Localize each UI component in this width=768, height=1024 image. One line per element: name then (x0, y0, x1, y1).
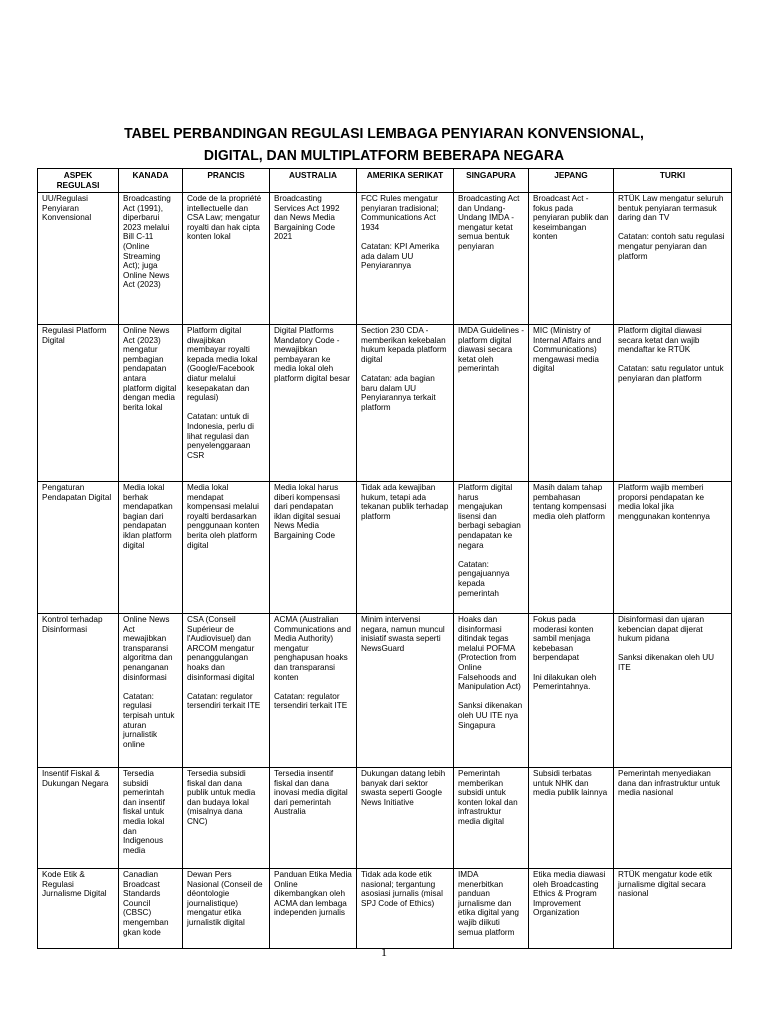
table-cell: Media lokal mendapat kompensasi melalui royalti berdasarkan penggunaan konten berita oleh platform digital (183, 482, 270, 614)
title-line-1: TABEL PERBANDINGAN REGULASI LEMBAGA PENYIARAN KONVENSIONAL, (124, 125, 644, 142)
table-cell: Media lokal berhak mendapatkan bagian dari pendapatan iklan platform digital (119, 482, 183, 614)
table-cell: Tersedia insentif fiskal dan dana inovasi media digital dari pemerintah Australia (270, 768, 357, 869)
table-cell: IMDA Guidelines - platform digital diawasi secara ketat oleh pemerintah (454, 325, 529, 482)
table-cell: Online News Act mewajibkan transparansi algoritma dan penanganan disinformasi Catatan: regulasi terpisah untuk aturan jurnalistik online (119, 614, 183, 768)
table-row (38, 869, 732, 949)
table-cell: CSA (Conseil Supérieur de l'Audiovisuel) dan ARCOM mengatur penanggulangan hoaks dan disinformasi digital Catatan: regulator tersendiri terkait ITE (183, 614, 270, 768)
table-cell: Disinformasi dan ujaran kebencian dapat dijerat hukum pidana Sanksi dikenakan oleh UU ITE (614, 614, 732, 768)
document-title (86, 123, 682, 167)
header-singapura: SINGAPURA (454, 169, 529, 193)
table-row (38, 482, 732, 614)
table-row (38, 193, 732, 325)
header-kanada: KANADA (119, 169, 183, 193)
table-cell-aspect: Regulasi Platform Digital (38, 325, 119, 482)
table-cell-aspect: Kontrol terhadap Disinformasi (38, 614, 119, 768)
table-cell: Fokus pada moderasi konten sambil menjaga kebebasan berpendapat Ini dilakukan oleh Pemerintahnya. (529, 614, 614, 768)
header-aspek-regulasi: ASPEK REGULASI (38, 169, 119, 193)
table-cell: Broadcasting Services Act 1992 dan News Media Bargaining Code 2021 (270, 193, 357, 325)
table-cell: Platform wajib memberi proporsi pendapatan ke media lokal jika menggunakan kontennya (614, 482, 732, 614)
table-cell: Pemerintah menyediakan dana dan infrastruktur untuk media nasional (614, 768, 732, 869)
table-cell: Tersedia subsidi pemerintah dan insentif fiskal untuk media lokal dan Indigenous media (119, 768, 183, 869)
table-cell: Platform digital diawasi secara ketat dan wajib mendaftar ke RTÜK Catatan: satu regulator untuk penyiaran dan platform (614, 325, 732, 482)
table-cell: Panduan Etika Media Online dikembangkan oleh ACMA dan lembaga independen jurnalis (270, 869, 357, 949)
table-cell-aspect: Pengaturan Pendapatan Digital (38, 482, 119, 614)
table-cell: Dukungan datang lebih banyak dari sektor swasta seperti Google News Initiative (357, 768, 454, 869)
table-cell: Subsidi terbatas untuk NHK dan media publik lainnya (529, 768, 614, 869)
table-cell: Hoaks dan disinformasi ditindak tegas melalui POFMA (Protection from Online Falsehoods and Manipulation Act) Sanksi dikenakan oleh UU ITE nya Singapura (454, 614, 529, 768)
header-jepang: JEPANG (529, 169, 614, 193)
header-australia: AUSTRALIA (270, 169, 357, 193)
comparison-table (37, 168, 732, 949)
table-cell: Media lokal harus diberi kompensasi dari pendapatan iklan digital sesuai News Media Bargaining Code (270, 482, 357, 614)
table-cell: Online News Act (2023) mengatur pembagian pendapatan antara platform digital dengan media berita lokal (119, 325, 183, 482)
table-cell: Platform digital diwajibkan membayar royalti kepada media lokal (Google/Facebook diatur melalui kesepakatan dan regulasi) Catatan: untuk di Indonesia, perlu di lihat regulasi dan penyelenggaraan CSR (183, 325, 270, 482)
table-cell: Digital Platforms Mandatory Code - mewajibkan pembayaran ke media lokal oleh platform digital besar (270, 325, 357, 482)
table-header-row (38, 169, 732, 193)
table-cell: RTÜK Law mengatur seluruh bentuk penyiaran termasuk daring dan TV Catatan: contoh satu regulasi mengatur penyiaran dan platform (614, 193, 732, 325)
table-cell-aspect: Insentif Fiskal & Dukungan Negara (38, 768, 119, 869)
table-cell-aspect: UU/Regulasi Penyiaran Konvensional (38, 193, 119, 325)
table-cell: Minim intervensi negara, namun muncul inisiatif swasta seperti NewsGuard (357, 614, 454, 768)
header-amerika-serikat: AMERIKA SERIKAT (357, 169, 454, 193)
table-cell: MIC (Ministry of Internal Affairs and Communications) mengawasi media digital (529, 325, 614, 482)
table-row (38, 614, 732, 768)
table-cell: Masih dalam tahap pembahasan tentang kompensasi media oleh platform (529, 482, 614, 614)
table-cell: Broadcast Act - fokus pada penyiaran publik dan keseimbangan konten (529, 193, 614, 325)
table-cell: Pemerintah memberikan subsidi untuk konten lokal dan infrastruktur media digital (454, 768, 529, 869)
table-row (38, 325, 732, 482)
table-cell: Broadcasting Act dan Undang-Undang IMDA - mengatur ketat semua bentuk penyiaran (454, 193, 529, 325)
table-cell: RTÜK mengatur kode etik jurnalisme digital secara nasional (614, 869, 732, 949)
table-cell: Code de la propriété intellectuelle dan CSA Law; mengatur royalti dan hak cipta konten lokal (183, 193, 270, 325)
table-cell: IMDA menerbitkan panduan jurnalisme dan etika digital yang wajib diikuti semua platform (454, 869, 529, 949)
table-cell: Tersedia subsidi fiskal dan dana publik untuk media dan budaya lokal (misalnya dana CNC) (183, 768, 270, 869)
header-prancis: PRANCIS (183, 169, 270, 193)
table-cell: Tidak ada kewajiban hukum, tetapi ada tekanan publik terhadap platform (357, 482, 454, 614)
table-row (38, 768, 732, 869)
table-cell: Section 230 CDA - memberikan kekebalan hukum kepada platform digital Catatan: ada bagian baru dalam UU Penyiarannya terkait platform (357, 325, 454, 482)
table-cell: ACMA (Australian Communications and Media Authority) mengatur penghapusan hoaks dan transparansi konten Catatan: regulator tersendiri terkait ITE (270, 614, 357, 768)
table-cell: Dewan Pers Nasional (Conseil de déontologie journalistique) mengatur etika jurnalistik digital (183, 869, 270, 949)
table-cell: Etika media diawasi oleh Broadcasting Ethics & Program Improvement Organization (529, 869, 614, 949)
table-cell: Broadcasting Act (1991), diperbarui 2023 melalui Bill C-11 (Online Streaming Act); juga Online News Act (2023) (119, 193, 183, 325)
title-line-2: DIGITAL, DAN MULTIPLATFORM BEBERAPA NEGARA (203, 147, 565, 164)
table-cell: Canadian Broadcast Standards Council (CBSC) mengemban gkan kode (119, 869, 183, 949)
page-number: 1 (381, 945, 387, 959)
table-cell-aspect: Kode Etik & Regulasi Jurnalisme Digital (38, 869, 119, 949)
header-turki: TURKI (614, 169, 732, 193)
table-cell: Platform digital harus mengajukan lisensi dan berbagi sebagian pendapatan ke negara Catatan: pengajuannya kepada pemerintah (454, 482, 529, 614)
table-cell: FCC Rules mengatur penyiaran tradisional; Communications Act 1934 Catatan: KPI Amerika ada dalam UU Penyiarannya (357, 193, 454, 325)
table-cell: Tidak ada kode etik nasional; tergantung asosiasi jurnalis (misal SPJ Code of Ethics) (357, 869, 454, 949)
